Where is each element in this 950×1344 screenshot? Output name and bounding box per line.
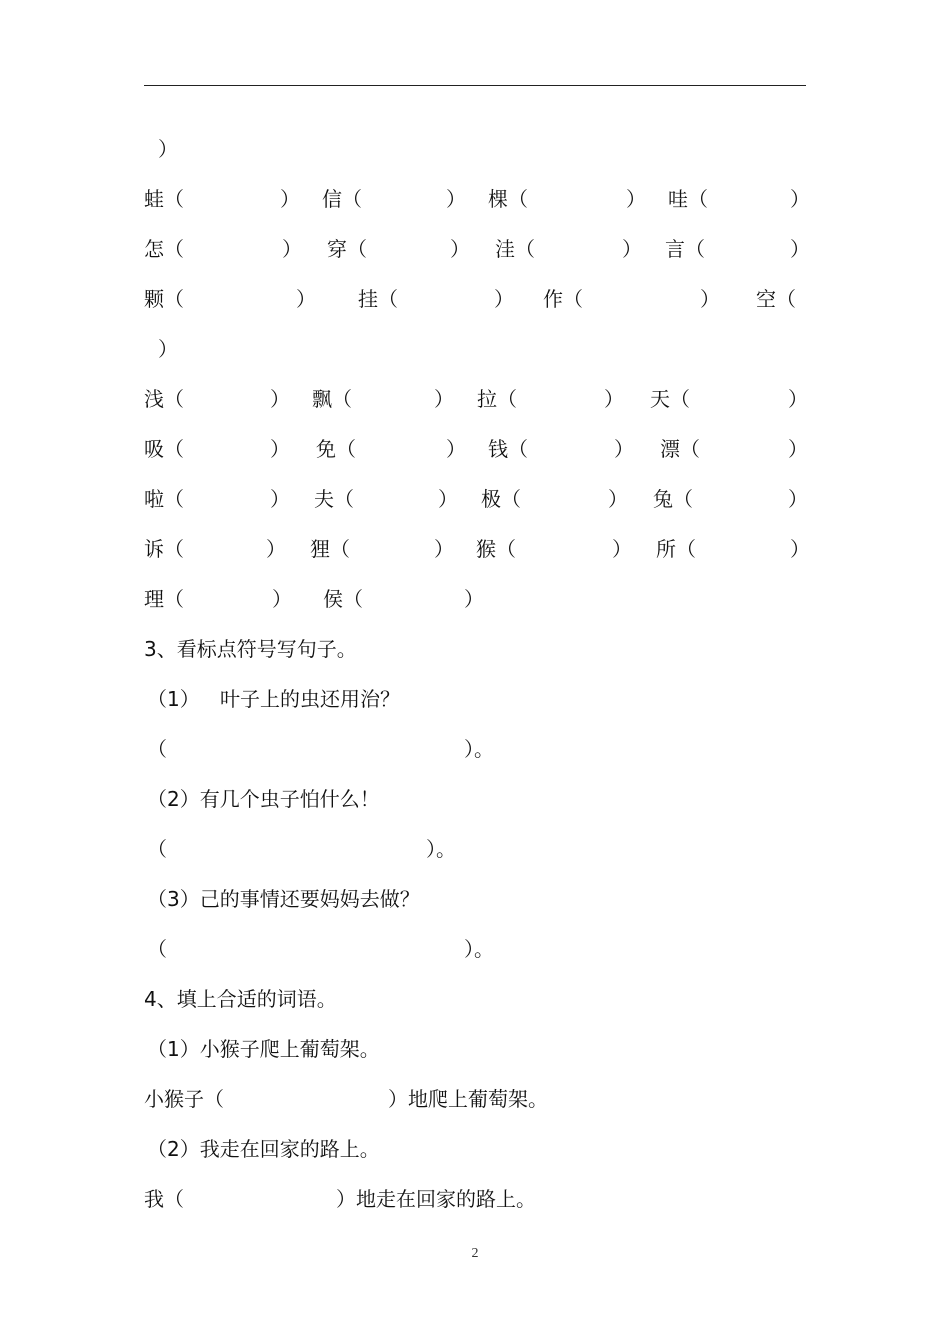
- text-fragment: 浅（: [144, 387, 184, 411]
- text-fragment: （3）己的事情还要妈妈去做？: [147, 887, 420, 911]
- text-line-l22: [0, 1184, 950, 1214]
- text-fragment: ）地爬上葡萄架。: [388, 1087, 548, 1111]
- text-fragment: ）: [272, 587, 292, 611]
- text-line-l05: [0, 334, 950, 364]
- text-fragment: ）: [608, 487, 628, 511]
- text-fragment: ）: [296, 287, 316, 311]
- text-line-l13: [0, 734, 950, 764]
- text-fragment: 飘（: [312, 387, 352, 411]
- text-fragment: （: [147, 837, 167, 861]
- text-fragment: 颗（: [144, 287, 184, 311]
- text-line-l07: [0, 434, 950, 464]
- text-fragment: ）: [282, 237, 302, 261]
- text-fragment: 狸（: [310, 537, 350, 561]
- text-fragment: ）: [434, 537, 454, 561]
- text-fragment: 叶子上的虫还用治？: [220, 687, 400, 711]
- text-line-l06: [0, 384, 950, 414]
- text-fragment: ）: [450, 237, 470, 261]
- text-line-l04: [0, 284, 950, 314]
- text-fragment: ）: [446, 437, 466, 461]
- text-fragment: ）。: [464, 937, 494, 961]
- text-fragment: ）。: [426, 837, 456, 861]
- text-fragment: 蛙（: [144, 187, 184, 211]
- text-line-l20: [0, 1084, 950, 1114]
- text-fragment: 猴（: [476, 537, 516, 561]
- text-fragment: 吸（: [144, 437, 184, 461]
- text-fragment: ）: [266, 537, 286, 561]
- text-fragment: ）: [788, 487, 808, 511]
- text-fragment: ）: [700, 287, 720, 311]
- text-fragment: ）: [790, 237, 810, 261]
- text-line-l10: [0, 584, 950, 614]
- text-fragment: 怎（: [144, 237, 184, 261]
- text-fragment: 作（: [543, 287, 583, 311]
- text-fragment: （2）有几个虫子怕什么！: [147, 787, 380, 811]
- text-fragment: ）: [788, 387, 808, 411]
- text-fragment: 拉（: [477, 387, 517, 411]
- text-fragment: ）: [434, 387, 454, 411]
- text-fragment: ）: [158, 337, 178, 361]
- text-fragment: 小猴子（: [144, 1087, 224, 1111]
- text-fragment: 3、看标点符号写句子。: [144, 637, 357, 661]
- text-fragment: （1）: [147, 687, 200, 711]
- text-line-l15: [0, 834, 950, 864]
- text-fragment: 漂（: [660, 437, 700, 461]
- text-fragment: ）: [270, 487, 290, 511]
- text-fragment: ）: [464, 587, 484, 611]
- text-fragment: （1）小猴子爬上葡萄架。: [147, 1037, 380, 1061]
- text-line-l08: [0, 484, 950, 514]
- text-fragment: ）: [446, 187, 466, 211]
- text-line-l11: [0, 634, 950, 664]
- text-fragment: ）。: [464, 737, 494, 761]
- text-fragment: ）: [788, 437, 808, 461]
- text-fragment: （: [147, 737, 167, 761]
- text-fragment: 啦（: [144, 487, 184, 511]
- text-fragment: 极（: [481, 487, 521, 511]
- text-fragment: ）: [280, 187, 300, 211]
- text-fragment: ）: [790, 187, 810, 211]
- text-line-l14: [0, 784, 950, 814]
- text-line-l21: [0, 1134, 950, 1164]
- text-fragment: 言（: [665, 237, 705, 261]
- text-line-l17: [0, 934, 950, 964]
- text-line-l19: [0, 1034, 950, 1064]
- text-line-l18: [0, 984, 950, 1014]
- text-line-l03: [0, 234, 950, 264]
- text-fragment: ）地走在回家的路上。: [336, 1187, 536, 1211]
- text-line-l09: [0, 534, 950, 564]
- text-fragment: 侯（: [323, 587, 363, 611]
- text-fragment: ）: [438, 487, 458, 511]
- text-fragment: ）: [494, 287, 514, 311]
- text-fragment: 诉（: [144, 537, 184, 561]
- text-fragment: （2）我走在回家的路上。: [147, 1137, 380, 1161]
- text-fragment: ）: [158, 137, 178, 161]
- text-fragment: 洼（: [495, 237, 535, 261]
- text-fragment: 挂（: [358, 287, 398, 311]
- text-fragment: 夫（: [314, 487, 354, 511]
- text-fragment: ）: [270, 387, 290, 411]
- text-fragment: 所（: [656, 537, 696, 561]
- text-fragment: ）: [614, 437, 634, 461]
- text-line-l01: [0, 134, 950, 164]
- text-fragment: 免（: [316, 437, 356, 461]
- text-fragment: （: [147, 937, 167, 961]
- text-fragment: 天（: [650, 387, 690, 411]
- text-line-l02: [0, 184, 950, 214]
- text-fragment: 穿（: [327, 237, 367, 261]
- text-fragment: 空（: [756, 287, 796, 311]
- text-fragment: 棵（: [488, 187, 528, 211]
- text-fragment: 理（: [144, 587, 184, 611]
- text-fragment: ）: [622, 237, 642, 261]
- text-line-l16: [0, 884, 950, 914]
- text-fragment: ）: [790, 537, 810, 561]
- text-fragment: 钱（: [488, 437, 528, 461]
- page-number: 2: [471, 1246, 479, 1261]
- text-line-l12: [0, 684, 950, 714]
- text-fragment: 哇（: [668, 187, 708, 211]
- header-rule: [144, 85, 806, 86]
- text-fragment: 4、填上合适的词语。: [144, 987, 337, 1011]
- text-fragment: 我（: [144, 1187, 184, 1211]
- text-fragment: 信（: [322, 187, 362, 211]
- text-fragment: ）: [270, 437, 290, 461]
- text-fragment: ）: [626, 187, 646, 211]
- text-fragment: 兔（: [653, 487, 693, 511]
- text-fragment: ）: [604, 387, 624, 411]
- text-fragment: ）: [612, 537, 632, 561]
